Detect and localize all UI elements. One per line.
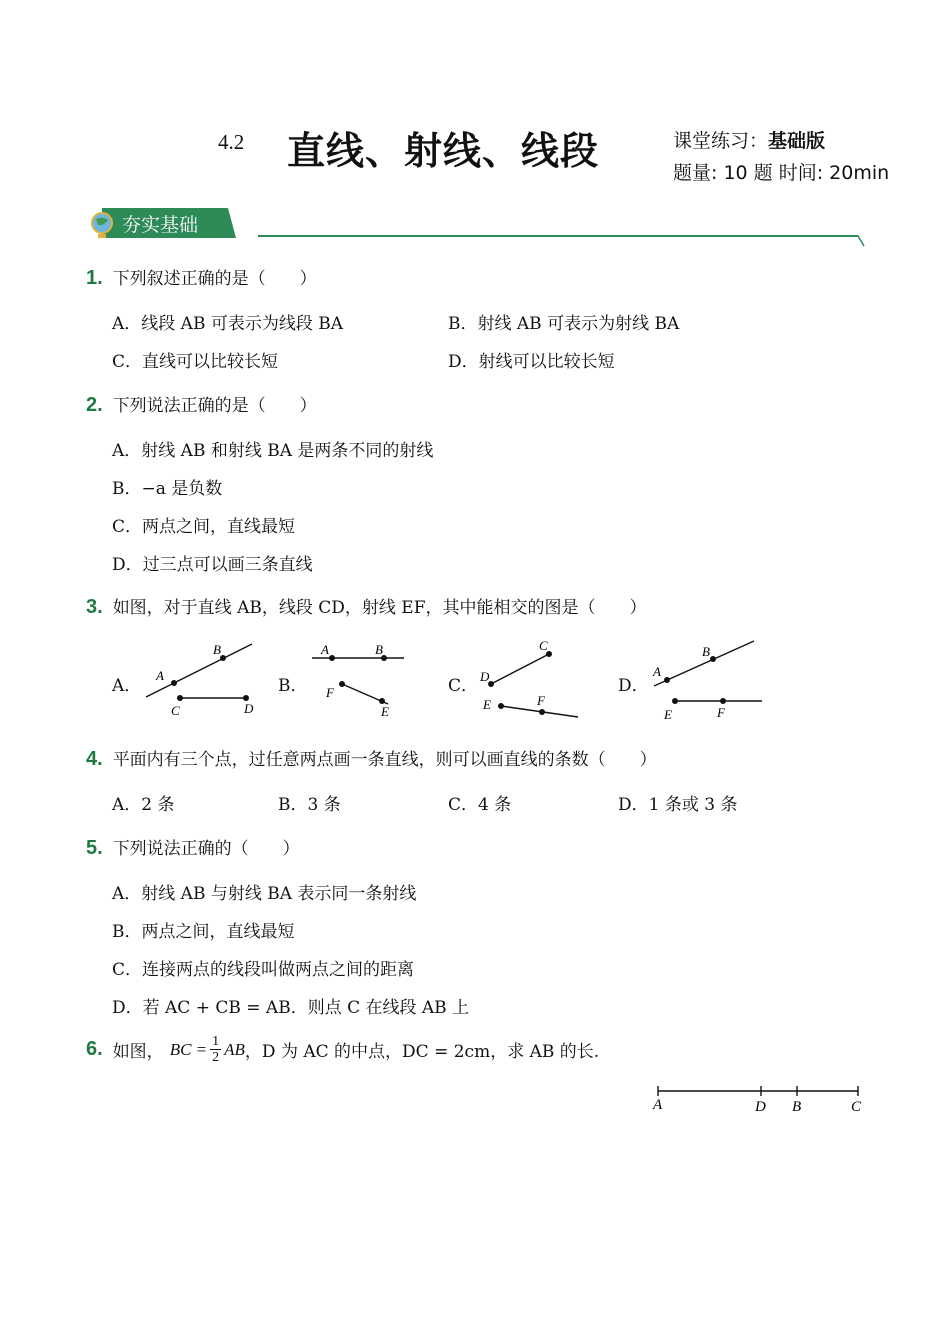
question-number: 1. xyxy=(86,267,103,289)
label-b: B xyxy=(375,642,383,657)
question-stem: 平面内有三个点，过任意两点画一条直线，则可以画直线的条数（ ） xyxy=(112,750,657,770)
question-number: 6. xyxy=(86,1038,103,1060)
question-3 xyxy=(86,593,647,619)
question-number: 2. xyxy=(86,394,103,416)
lesson-number: 4.2 xyxy=(218,130,245,154)
label-b: B xyxy=(213,642,221,657)
question-stem: 如图，对于直线 AB，线段 CD，射线 EF，其中能相交的图是（ ） xyxy=(112,598,647,618)
label-f: F xyxy=(326,685,334,700)
question-number: 3. xyxy=(86,596,103,618)
q3-figure-c xyxy=(474,634,584,722)
label-c: C xyxy=(171,703,180,718)
point-f xyxy=(339,681,345,687)
fraction xyxy=(210,1034,221,1065)
point-e xyxy=(672,698,678,704)
question-stem-b: ，D 为 AC 的中点，DC = 2cm，求 AB 的长. xyxy=(244,1042,600,1062)
point-c xyxy=(177,695,183,701)
question-stem: 下列说法正确的（ ） xyxy=(112,839,300,859)
label-c: C xyxy=(539,638,548,653)
q3-figure-a xyxy=(140,638,260,720)
fraction-denominator: 2 xyxy=(212,1050,220,1065)
point-f xyxy=(539,709,545,715)
q6-figure xyxy=(648,1082,868,1116)
question-number: 4. xyxy=(86,748,103,770)
label-d: D xyxy=(755,1099,766,1115)
question-2 xyxy=(86,391,317,417)
point-a xyxy=(171,680,177,686)
q4-option-b: B．3 条 xyxy=(278,795,341,815)
question-stem: 下列说法正确的是（ ） xyxy=(112,396,317,416)
fraction-numerator: 1 xyxy=(212,1034,220,1049)
q3-figure-d xyxy=(648,638,768,722)
q1-option-d: D．射线可以比较长短 xyxy=(448,352,615,372)
label-e: E xyxy=(381,704,389,719)
q5-option-d: D．若 AC + CB = AB．则点 C 在线段 AB 上 xyxy=(112,998,470,1018)
q1-option-c: C．直线可以比较长短 xyxy=(112,352,279,372)
label-a: A xyxy=(653,1097,663,1113)
section-label: 夯实基础 xyxy=(122,214,199,236)
label-c: C xyxy=(851,1099,862,1115)
q3-option-a: A． xyxy=(112,676,142,696)
q3-option-c: C． xyxy=(448,676,479,696)
point-b xyxy=(710,656,716,662)
label-a: A xyxy=(156,668,164,683)
point-a xyxy=(664,677,670,683)
q2-option-c: C．两点之间，直线最短 xyxy=(112,517,296,537)
label-a: A xyxy=(321,642,329,657)
q5-option-c: C．连接两点的线段叫做两点之间的距离 xyxy=(112,960,415,980)
label-d: D xyxy=(480,669,490,684)
q5-option-b: B．两点之间，直线最短 xyxy=(112,922,295,942)
segment-cd xyxy=(491,654,549,684)
label-a: A xyxy=(653,664,661,679)
q1-option-b: B．射线 AB 可表示为射线 BA xyxy=(448,314,680,334)
q4-option-d: D．1 条或 3 条 xyxy=(618,795,738,815)
q2-option-b: B．−a 是负数 xyxy=(112,479,223,499)
divider-end xyxy=(852,234,866,248)
label-b: B xyxy=(792,1099,802,1115)
point-a xyxy=(329,655,335,661)
practice-info xyxy=(673,126,825,153)
label-e: E xyxy=(483,697,491,712)
label-f: F xyxy=(537,693,545,708)
formula-lhs: BC = xyxy=(169,1039,208,1059)
q3-option-d: D． xyxy=(618,676,649,696)
question-stem: 下列叙述正确的是（ ） xyxy=(112,269,317,289)
practice-level: 基础版 xyxy=(768,130,826,152)
question-number: 5. xyxy=(86,837,103,859)
label-f: F xyxy=(717,705,725,720)
question-time-info: 题量: 10 题 时间: 20min xyxy=(673,162,890,184)
label-d: D xyxy=(244,701,254,716)
q3-figure-b xyxy=(300,638,410,720)
section-divider xyxy=(258,235,858,237)
point-e xyxy=(498,703,504,709)
label-e: E xyxy=(664,707,672,722)
question-stem-a: 如图， xyxy=(112,1042,164,1062)
practice-label: 课堂练习： xyxy=(673,130,769,152)
q1-option-a: A．线段 AB 可表示为线段 BA xyxy=(112,314,344,334)
q4-option-c: C．4 条 xyxy=(448,795,512,815)
q2-option-d: D．过三点可以画三条直线 xyxy=(112,555,313,575)
q4-option-a: A．2 条 xyxy=(112,795,175,815)
formula-rhs: AB xyxy=(224,1039,245,1059)
q5-option-a: A．射线 AB 与射线 BA 表示同一条射线 xyxy=(112,884,417,904)
question-1 xyxy=(86,264,317,290)
label-b: B xyxy=(702,644,710,659)
section-banner xyxy=(88,206,238,240)
q3-option-b: B． xyxy=(278,676,308,696)
point-f xyxy=(720,698,726,704)
question-6 xyxy=(86,1034,599,1065)
page-title: 直线、射线、线段 xyxy=(287,129,600,173)
question-4 xyxy=(86,745,657,771)
q2-option-a: A．射线 AB 和射线 BA 是两条不同的射线 xyxy=(112,441,434,461)
question-5 xyxy=(86,834,300,860)
